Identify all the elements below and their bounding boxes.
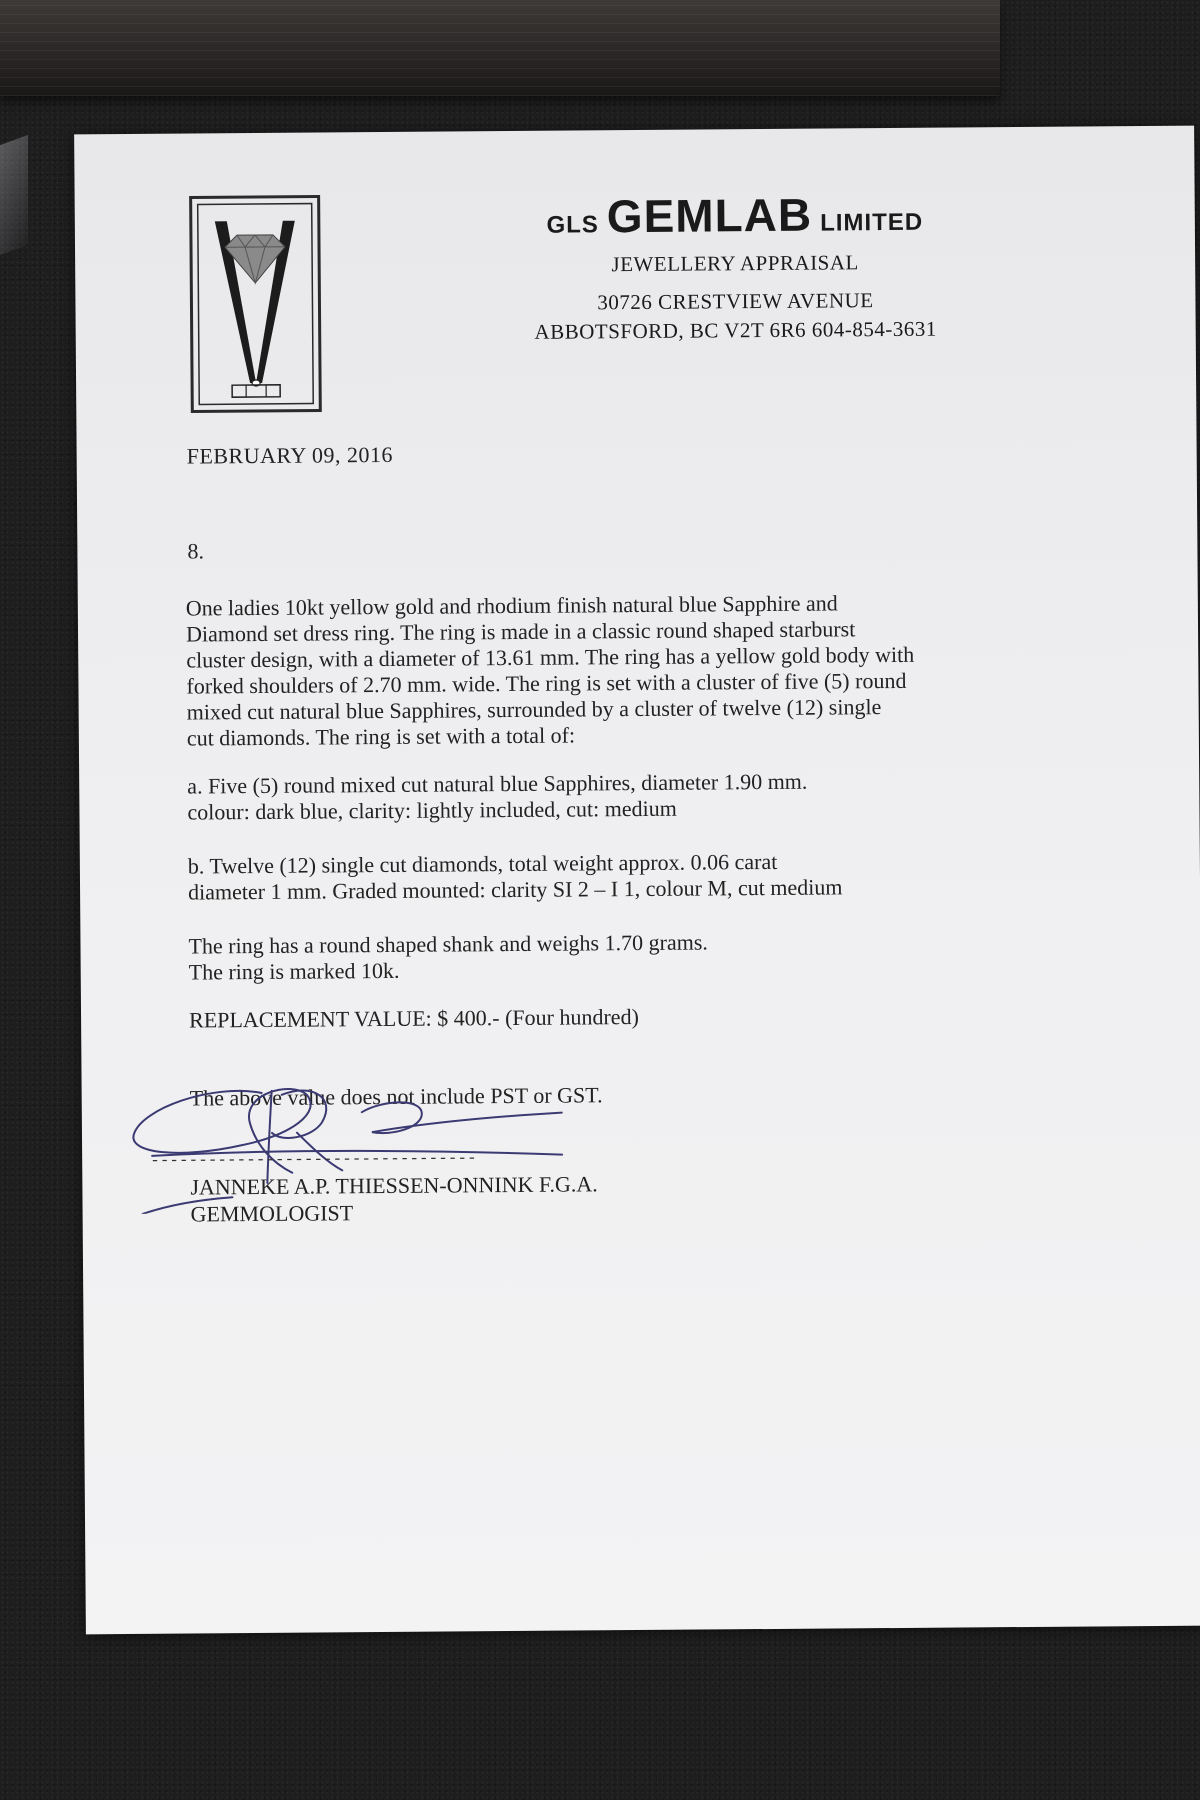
shank-line: The ring has a round shaped shank and weighs 1.70 grams. xyxy=(188,929,708,959)
tax-note: The above value does not include PST or GST. xyxy=(189,1082,603,1111)
signer-block xyxy=(190,1170,598,1227)
sapphires-line: colour: dark blue, clarity: lightly included, cut: medium xyxy=(187,795,677,825)
signer-name: JANNEKE A.P. THIESSEN-ONNINK F.G.A. xyxy=(190,1171,598,1200)
shank-paragraph xyxy=(188,926,1108,985)
shank-line: The ring is marked 10k. xyxy=(188,957,400,985)
company-suffix: LIMITED xyxy=(820,208,924,237)
company-subtitle: JEWELLERY APPRAISAL xyxy=(611,250,859,277)
intro-line: cut diamonds. The ring is set with a total of: xyxy=(186,722,576,751)
wooden-table-edge xyxy=(0,0,1000,96)
address-line-1: 30726 CRESTVIEW AVENUE xyxy=(597,288,874,315)
replacement-value: REPLACEMENT VALUE: $ 400.- (Four hundred) xyxy=(188,1004,639,1033)
company-name-line xyxy=(505,188,965,251)
diamonds-line: b. Twelve (12) single cut diamonds, total weight approx. 0.06 carat xyxy=(187,848,778,879)
item-number: 8. xyxy=(187,538,205,564)
intro-line: Diamond set dress ring. The ring is made in a classic round shaped starburst xyxy=(185,616,856,647)
address-line-2: ABBOTSFORD, BC V2T 6R6 604-854-3631 xyxy=(534,316,937,344)
intro-line: cluster design, with a diameter of 13.61 mm. The ring has a yellow gold body with xyxy=(186,641,915,673)
gemlab-logo-icon xyxy=(189,194,323,413)
sapphires-paragraph xyxy=(187,766,1107,825)
company-address xyxy=(505,285,965,347)
intro-line: mixed cut natural blue Sapphires, surrounded by a cluster of twelve (12) single xyxy=(186,694,882,725)
diamonds-line: diameter 1 mm. Graded mounted: clarity SI 2 – I 1, colour M, cut medium xyxy=(187,874,843,905)
signature-line: ---------------------------------- xyxy=(150,1149,477,1170)
sapphires-line: a. Five (5) round mixed cut natural blue Sapphires, diameter 1.90 mm. xyxy=(187,768,808,799)
intro-line: forked shoulders of 2.70 mm. wide. The ring is set with a cluster of five (5) round xyxy=(186,667,907,699)
company-prefix: GLS xyxy=(546,211,599,239)
appraisal-body xyxy=(186,588,1110,1111)
plastic-sleeve-edge xyxy=(0,135,28,255)
intro-paragraph xyxy=(186,588,1107,751)
appraisal-date: FEBRUARY 09, 2016 xyxy=(186,441,394,469)
intro-line: One ladies 10kt yellow gold and rhodium finish natural blue Sapphire and xyxy=(185,590,838,621)
signer-title: GEMMOLOGIST xyxy=(190,1200,354,1227)
diamonds-paragraph xyxy=(188,846,1108,905)
company-name: GEMLAB xyxy=(606,188,813,243)
appraisal-document xyxy=(74,126,1200,1635)
letterhead xyxy=(505,188,966,347)
